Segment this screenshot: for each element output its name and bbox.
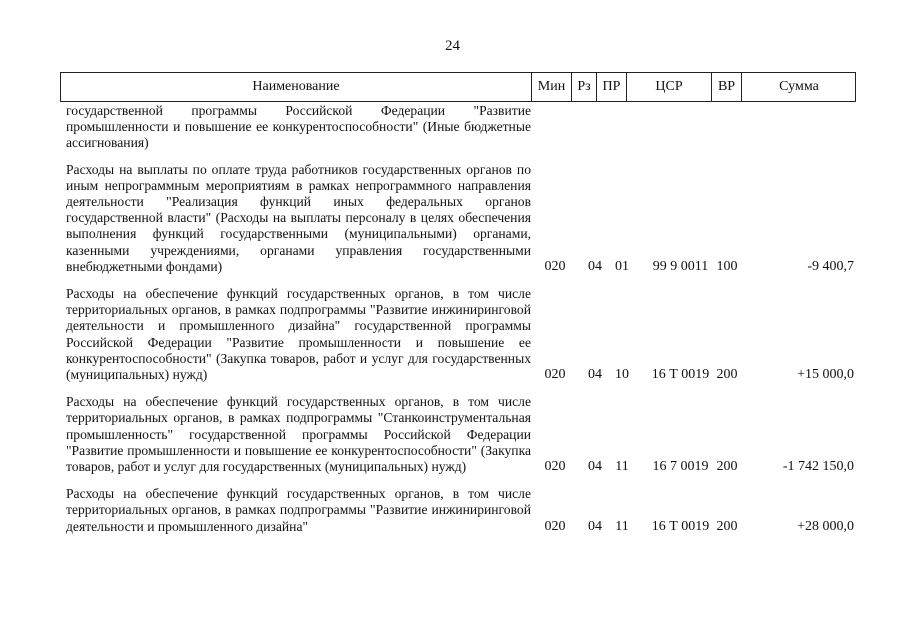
row-name: Расходы на обеспечение функций государственных органов, в том числе территориальных органов, в рамках подпрограммы "Развитие инжиниринговой деятельности и промышленного дизайна": [66, 486, 531, 534]
header-csr: ЦСР: [626, 72, 711, 102]
table-row: [60, 162, 860, 275]
row-min: 020: [544, 258, 566, 274]
header-sum: Сумма: [741, 72, 856, 102]
row-pr: 11: [615, 518, 629, 534]
table-body: [60, 103, 860, 546]
row-name: Расходы на выплаты по оплате труда работников государственных органов по иным непрограммным мероприятиям в рамках непрограммного направления деятельности "Реализация функций иных федеральных органов государственной власти" (Расходы на выплаты персоналу в целях обеспечения выполнения функций государственными (муниципальными) органами, казенными учреждениями, органами управления государственными внебюджетными фондами): [66, 161, 531, 274]
page-number: 24: [445, 38, 460, 54]
table-row: [60, 286, 860, 383]
row-vr: 200: [716, 367, 738, 383]
row-name: Расходы на обеспечение функций государственных органов, в том числе территориальных органов, в рамках подпрограммы "Станкоинструментальная промышленность" государственной программы Российской Федерации "Развитие промышленности и повышение ее конкурентоспособности" (Закупка товаров, работ и услуг для государственных (муниципальных) нужд): [66, 394, 531, 475]
row-min: 020: [544, 459, 566, 475]
row-rz: 04: [588, 518, 602, 534]
row-vr: 100: [716, 258, 738, 274]
row-pr: 10: [615, 367, 629, 383]
row-sum: -1 742 150,0: [782, 459, 854, 475]
row-csr: 16 7 0019: [652, 459, 709, 475]
row-min: 020: [544, 367, 566, 383]
row-csr: 16 Т 0019: [651, 518, 710, 534]
table-header: [60, 72, 856, 102]
row-sum: +15 000,0: [797, 367, 854, 383]
header-rz: Рз: [571, 72, 596, 102]
row-sum: +28 000,0: [797, 518, 854, 534]
row-sum: -9 400,7: [807, 258, 854, 274]
row-pr: 01: [615, 258, 629, 274]
table-row: [60, 394, 860, 475]
header-vr: ВР: [711, 72, 741, 102]
row-name: Расходы на обеспечение функций государственных органов, в том числе территориальных органов, в рамках подпрограммы "Развитие инжиниринговой деятельности и промышленного дизайна" государственной программы Российской Федерации "Развитие промышленности и повышение ее конкурентоспособности" (Закупка товаров, работ и услуг для государственных (муниципальных) нужд): [66, 286, 531, 383]
row-min: 020: [544, 518, 566, 534]
header-pr: ПР: [596, 72, 626, 102]
row-csr: 16 Т 0019: [651, 367, 710, 383]
row-vr: 200: [716, 518, 738, 534]
header-name: Наименование: [252, 79, 340, 94]
row-rz: 04: [588, 258, 602, 274]
table-row: [60, 486, 860, 535]
row-pr: 11: [615, 459, 629, 475]
row-rz: 04: [588, 367, 602, 383]
row-name: государственной программы Российской Федерации "Развитие промышленности и повышение ее конкурентоспособности" (Иные бюджетные ассигнования): [66, 103, 531, 151]
row-vr: 200: [716, 459, 738, 475]
header-min: Мин: [531, 72, 571, 102]
table-row: [60, 103, 860, 152]
row-rz: 04: [588, 459, 602, 475]
row-csr: 99 9 0011: [652, 258, 709, 274]
